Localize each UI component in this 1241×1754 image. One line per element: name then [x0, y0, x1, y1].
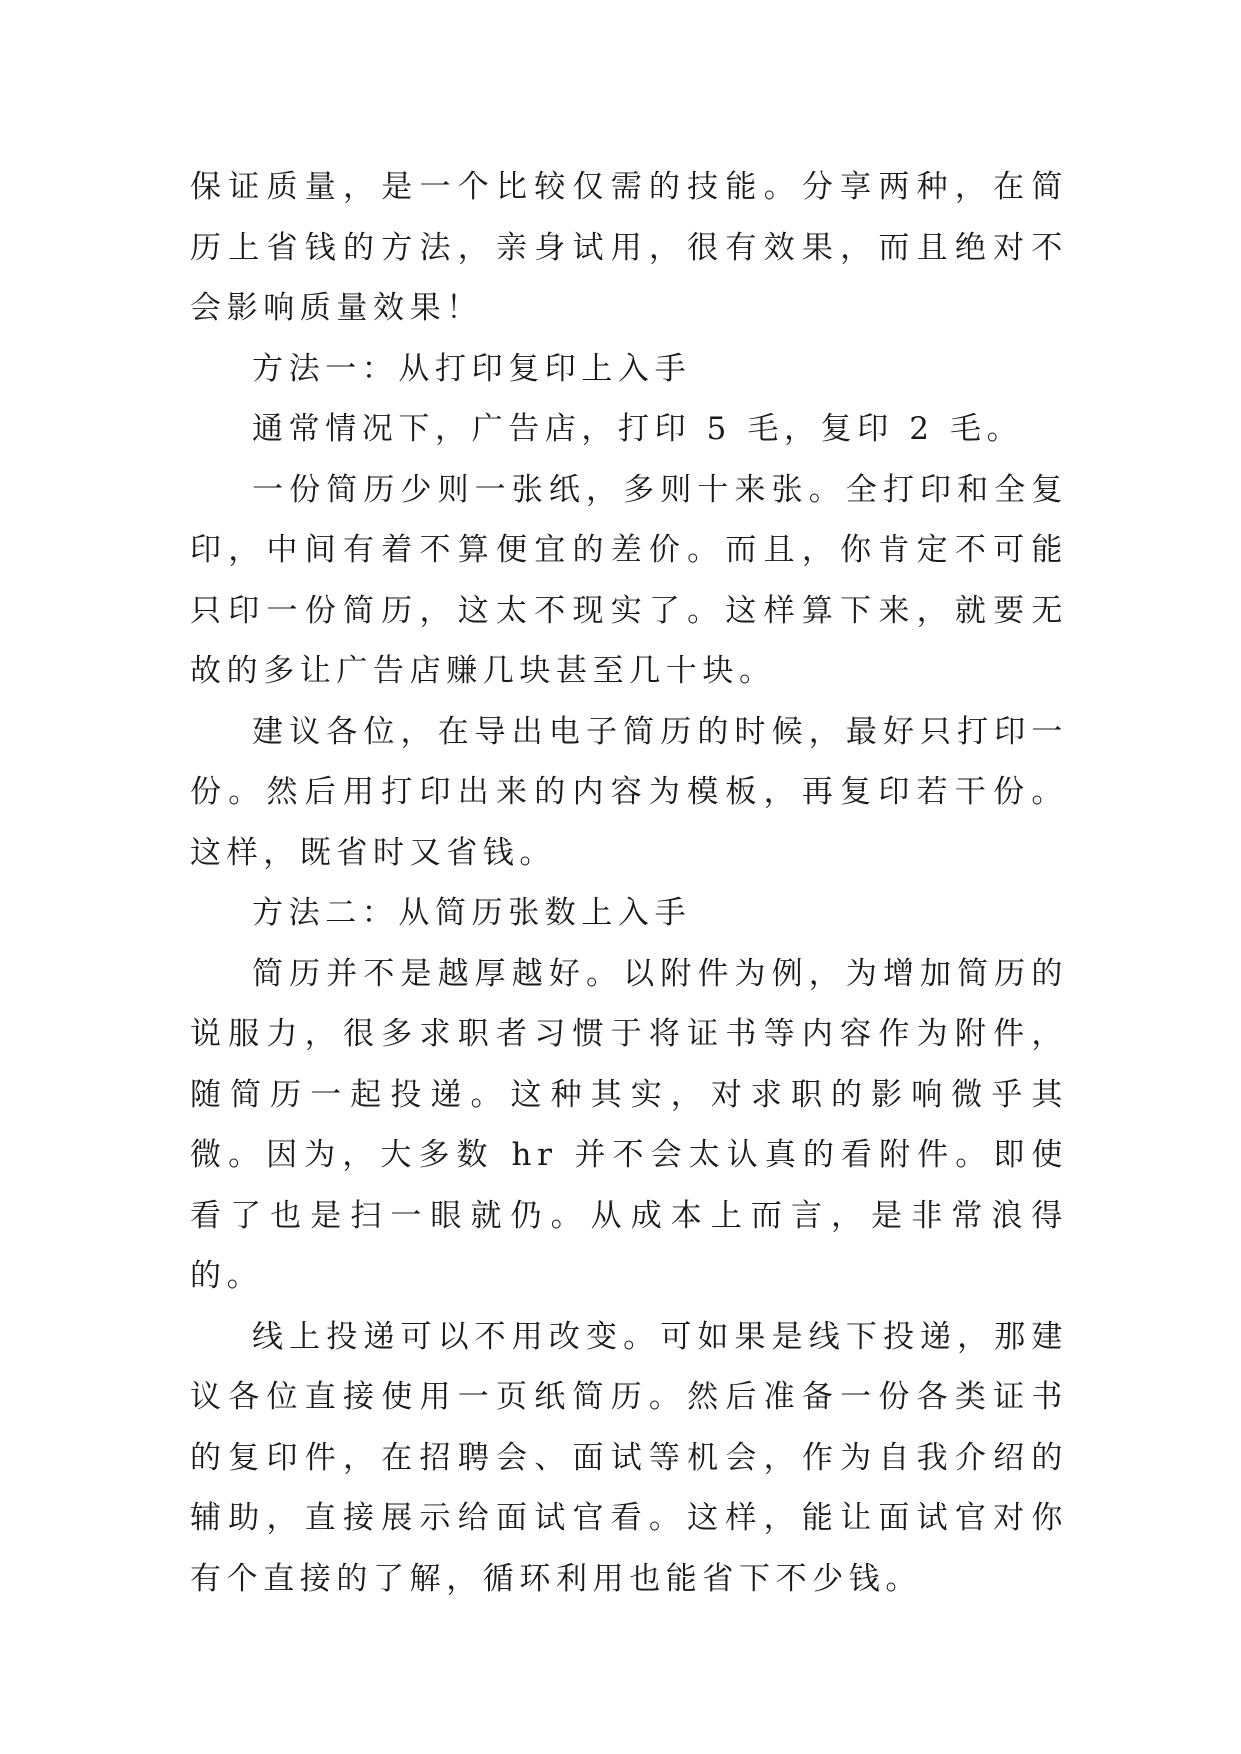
paragraph-print-suggestion: 建议各位，在导出电子简历的时候，最好只打印一份。然后用打印出来的内容为模板，再复印若干份。这样，既省时又省钱。 [190, 713, 1068, 871]
paragraph-attachments: 简历并不是越厚越好。以附件为例，为增加简历的说服力，很多求职者习惯于将证书等内容作为附件，随简历一起投递。这种其实，对求职的影响微乎其微。因为，大多数 hr 并不会太认真的看附件。即使看了也是扫一眼就仍。从成本上而言，是非常浪得的。 [190, 955, 1068, 1294]
paragraph-print-price: 通常情况下，广告店，打印 5 毛，复印 2 毛。 [252, 411, 1024, 447]
paragraph-offline-delivery: 线上投递可以不用改变。可如果是线下投递，那建议各位直接使用一页纸简历。然后准备一份各类证书的复印件，在招聘会、面试等机会，作为自我介绍的辅助，直接展示给面试官看。这样，能让面试官对你有个直接的了解，循环利用也能省下不少钱。 [190, 1318, 1068, 1597]
method-two-heading: 方法二：从简历张数上入手 [252, 895, 692, 931]
paragraph-price-difference: 一份简历少则一张纸，多则十来张。全打印和全复印，中间有着不算便宜的差价。而且，你肯定不可能只印一份简历，这太不现实了。这样算下来，就要无故的多让广告店赚几块甚至几十块。 [190, 471, 1068, 689]
paragraph-intro: 保证质量，是一个比较仅需的技能。分享两种，在简历上省钱的方法，亲身试用，很有效果，而且绝对不会影响质量效果！ [190, 169, 1068, 326]
method-one-heading: 方法一：从打印复印上入手 [252, 350, 692, 387]
document-body [190, 157, 1068, 1609]
